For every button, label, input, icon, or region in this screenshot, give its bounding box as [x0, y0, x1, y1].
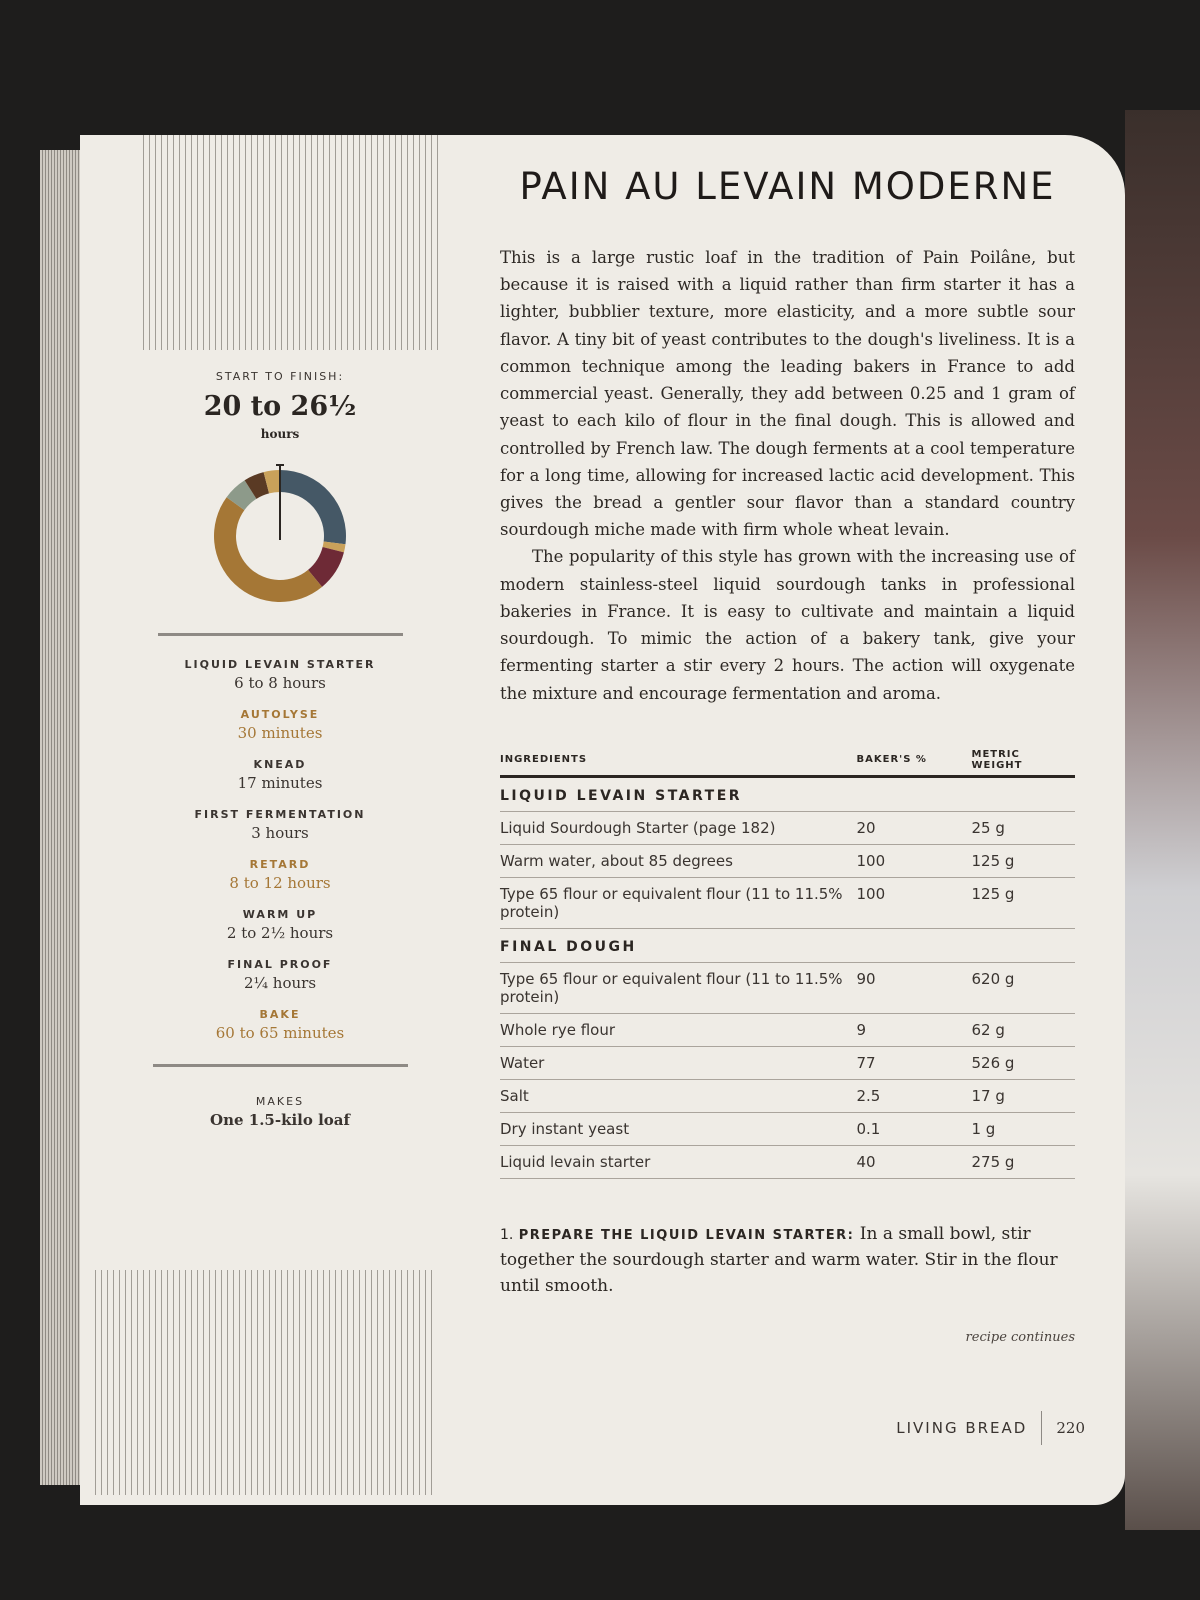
table-row: [500, 877, 1075, 928]
table-section-row: [500, 776, 1075, 811]
header-metric-weight: METRIC WEIGHT: [972, 749, 1076, 777]
metric-weight-cell: 275 g: [972, 1145, 1076, 1178]
table-section-title: LIQUID LEVAIN STARTER: [500, 776, 1075, 811]
donut-segment: [214, 497, 322, 602]
timing-donut-svg: [205, 461, 355, 611]
bakers-percent-cell: 20: [857, 811, 972, 844]
ingredients-body: [500, 776, 1075, 1178]
bakers-percent-cell: 100: [857, 844, 972, 877]
table-row: [500, 1079, 1075, 1112]
timing-step-label: WARM UP: [242, 908, 318, 921]
timing-step-value: 2¼ hours: [243, 974, 317, 992]
ingredient-cell: Warm water, about 85 degrees: [500, 844, 857, 877]
step-text: In a small bowl, stir together the sourdough starter and warm water. Stir in the flour until smooth.: [500, 1223, 1058, 1297]
ingredient-cell: Salt: [500, 1079, 857, 1112]
timing-step-label: FINAL PROOF: [227, 958, 333, 971]
timing-step-label: LIQUID LEVAIN STARTER: [184, 658, 376, 671]
timing-donut-chart: [205, 461, 355, 611]
start-to-finish-value: 20 to 26½: [203, 391, 357, 422]
timing-step: [140, 658, 420, 692]
start-to-finish-label: START TO FINISH:: [215, 370, 345, 383]
table-row: [500, 811, 1075, 844]
timing-step-value: 17 minutes: [237, 774, 323, 792]
page-number: 220: [1056, 1419, 1085, 1437]
metric-weight-cell: 125 g: [972, 877, 1076, 928]
table-row: [500, 1112, 1075, 1145]
timing-step: [140, 708, 420, 742]
timing-step-value: 3 hours: [251, 824, 309, 842]
recipe-title: PAIN AU LEVAIN MODERNE: [519, 165, 1056, 208]
timing-step: [140, 958, 420, 992]
timing-step-value: 60 to 65 minutes: [215, 1024, 345, 1042]
ingredient-cell: Whole rye flour: [500, 1013, 857, 1046]
timing-step-label: FIRST FERMENTATION: [194, 808, 366, 821]
bakers-percent-cell: 77: [857, 1046, 972, 1079]
timing-steps-list: [140, 658, 420, 1042]
ingredient-cell: Liquid levain starter: [500, 1145, 857, 1178]
table-section-row: [500, 928, 1075, 962]
intro-paragraph: The popularity of this style has grown with the increasing use of modern stainless-steel liquid sourdough tanks in professional bakeries in France. It is easy to cultivate and maintain a liquid sourdough. To mimic the action of a bakery tank, give your fermenting starter a stir every 2 hours. The action will oxygenate the mixture and encourage fermentation and aroma.: [500, 547, 1075, 703]
sidebar-divider-bottom: [153, 1064, 408, 1067]
bakers-percent-cell: 40: [857, 1145, 972, 1178]
footer-separator: [1041, 1411, 1042, 1445]
makes-value: One 1.5-kilo loaf: [210, 1111, 350, 1129]
recipe-main-column: [500, 165, 1075, 1345]
ingredient-cell: Dry instant yeast: [500, 1112, 857, 1145]
table-row: [500, 1013, 1075, 1046]
step-heading: PREPARE THE LIQUID LEVAIN STARTER:: [518, 1227, 855, 1243]
decorative-stripes-top: [140, 135, 442, 350]
timing-step: [140, 758, 420, 792]
timing-step-label: RETARD: [249, 858, 311, 871]
table-row: [500, 962, 1075, 1013]
table-section-title: FINAL DOUGH: [500, 928, 1075, 962]
timing-step: [140, 808, 420, 842]
sidebar-divider-top: [158, 633, 403, 636]
intro-paragraph: This is a large rustic loaf in the tradition of Pain Poilâne, but because it is raised with a liquid rather than firm starter it has a lighter, bubblier texture, more elasticity, and a more subtle sour flavor. A tiny bit of yeast contributes to the dough's liveliness. It is a common technique among the leading bakers in France to add commercial yeast. Generally, they add between 0.25 and 1 gram of yeast to each kilo of flour in the final dough. This is allowed and controlled by French law. The dough ferments at a cool temperature for a long time, allowing for increased lactic acid development. This gives the bread a gentler sour flavor than a standard country sourdough miche made with firm whole wheat levain.: [500, 248, 1075, 540]
timing-step-value: 2 to 2½ hours: [226, 924, 334, 942]
metric-weight-cell: 526 g: [972, 1046, 1076, 1079]
timing-step-value: 8 to 12 hours: [229, 874, 331, 892]
metric-weight-cell: 125 g: [972, 844, 1076, 877]
bakers-percent-cell: 90: [857, 962, 972, 1013]
ingredient-cell: Type 65 flour or equivalent flour (11 to 11.5% protein): [500, 962, 857, 1013]
ingredients-table: [500, 749, 1075, 1179]
ingredient-cell: Type 65 flour or equivalent flour (11 to 11.5% protein): [500, 877, 857, 928]
metric-weight-cell: 25 g: [972, 811, 1076, 844]
metric-weight-cell: 1 g: [972, 1112, 1076, 1145]
table-row: [500, 1145, 1075, 1178]
page-footer: [896, 1411, 1085, 1445]
book-title: LIVING BREAD: [896, 1419, 1028, 1437]
timing-step-label: KNEAD: [253, 758, 307, 771]
timing-step-value: 30 minutes: [237, 724, 323, 742]
timing-step-value: 6 to 8 hours: [234, 674, 326, 692]
adjacent-book-edge: [1125, 110, 1200, 1530]
header-ingredients: INGREDIENTS: [500, 749, 857, 777]
metric-weight-cell: 17 g: [972, 1079, 1076, 1112]
timing-step: [140, 908, 420, 942]
bakers-percent-cell: 100: [857, 877, 972, 928]
donut-segment: [280, 470, 346, 544]
book-page: [80, 135, 1125, 1505]
metric-weight-cell: 620 g: [972, 962, 1076, 1013]
ingredient-cell: Liquid Sourdough Starter (page 182): [500, 811, 857, 844]
bakers-percent-cell: 0.1: [857, 1112, 972, 1145]
metric-weight-cell: 62 g: [972, 1013, 1076, 1046]
ingredient-cell: Water: [500, 1046, 857, 1079]
makes-label: MAKES: [255, 1095, 305, 1108]
header-bakers-percent: BAKER'S %: [857, 749, 972, 777]
timing-sidebar: [140, 370, 420, 1129]
page-edges: [40, 150, 80, 1485]
table-header-row: [500, 749, 1075, 777]
timing-step: [140, 858, 420, 892]
table-row: [500, 844, 1075, 877]
recipe-continues-note: recipe continues: [965, 1329, 1075, 1345]
timing-step: [140, 1008, 420, 1042]
step-number: 1.: [500, 1226, 514, 1243]
timing-step-label: BAKE: [259, 1008, 301, 1021]
bakers-percent-cell: 2.5: [857, 1079, 972, 1112]
method-step-1: [500, 1221, 1075, 1300]
start-to-finish-unit: hours: [260, 427, 300, 441]
timing-step-label: AUTOLYSE: [240, 708, 320, 721]
table-row: [500, 1046, 1075, 1079]
decorative-stripes-bottom: [92, 1270, 432, 1495]
bakers-percent-cell: 9: [857, 1013, 972, 1046]
